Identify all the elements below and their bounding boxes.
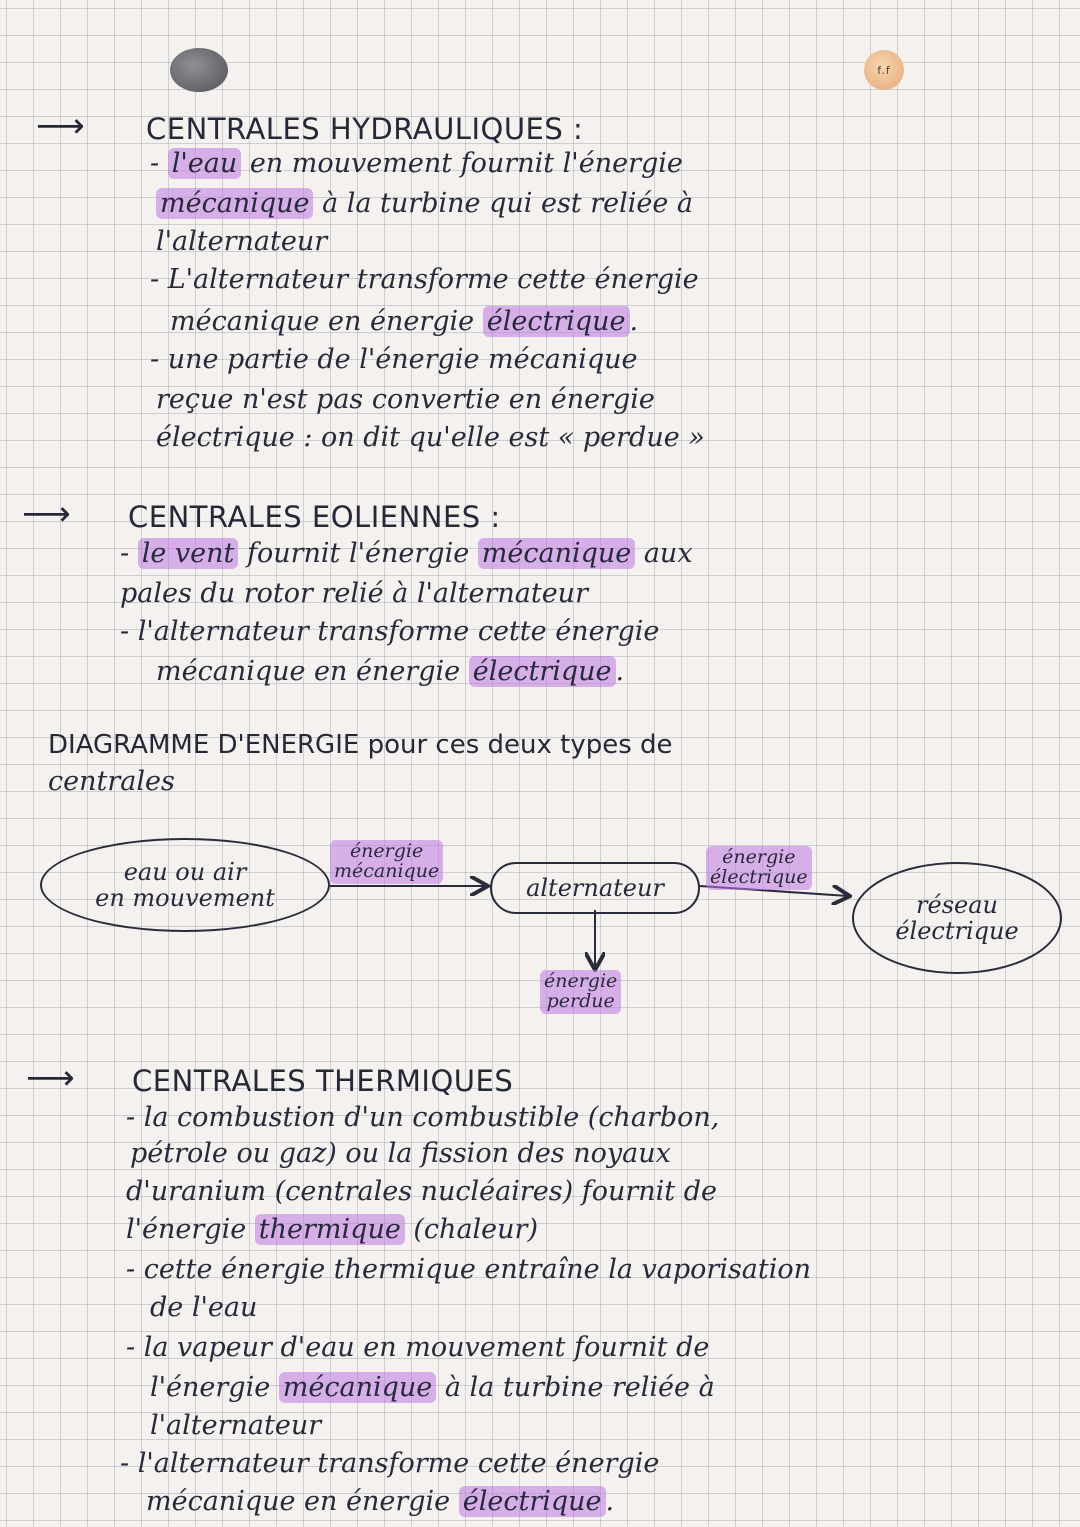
- thermal-line-10: - l'alternateur transforme cette énergie: [120, 1448, 660, 1479]
- hydro-line-5: mécanique en énergie électrique .: [170, 306, 639, 337]
- hydro-line-6: - une partie de l'énergie mécanique: [150, 344, 638, 375]
- diagram-title-2: centrales: [48, 766, 175, 797]
- node-alternator: alternateur: [490, 862, 700, 914]
- hydro-line-7: reçue n'est pas convertie en énergie: [156, 384, 655, 415]
- highlight: le vent: [138, 538, 239, 569]
- highlight: l'eau: [168, 148, 242, 179]
- thermal-line-6: de l'eau: [150, 1292, 258, 1323]
- thermal-line-9: l'alternateur: [150, 1410, 322, 1441]
- thermal-line-11: mécanique en énergie électrique .: [146, 1486, 615, 1517]
- thermal-line-2: pétrole ou gaz) ou la fission des noyaux: [130, 1138, 671, 1169]
- hydro-line-3: l'alternateur: [156, 226, 328, 257]
- thermal-line-3: d'uranium (centrales nucléaires) fournit de: [126, 1176, 717, 1207]
- highlight: mécanique: [478, 538, 635, 569]
- thermal-line-5: - cette énergie thermique entraîne la vaporisation: [126, 1254, 812, 1285]
- hydro-line-1: - l'eau en mouvement fournit l'énergie: [150, 148, 683, 179]
- thermal-line-7: - la vapeur d'eau en mouvement fournit de: [126, 1332, 710, 1363]
- thermal-line-8: l'énergie mécanique à la turbine reliée à: [150, 1372, 715, 1403]
- heading-wind: CENTRALES EOLIENNES :: [128, 500, 501, 534]
- node-source: eau ou air en mouvement: [40, 838, 330, 932]
- diagram-title: DIAGRAMME D'ENERGIE pour ces deux types de: [48, 730, 673, 760]
- hydro-line-2: mécanique à la turbine qui est reliée à: [156, 190, 693, 217]
- hydro-line-4: - L'alternateur transforme cette énergie: [150, 264, 699, 295]
- punch-hole: [170, 48, 228, 92]
- highlight: thermique: [255, 1214, 405, 1245]
- bullet-arrow-icon: ⟶: [22, 494, 71, 534]
- highlight: électrique: [459, 1486, 606, 1517]
- wind-line-2: pales du rotor relié à l'alternateur: [120, 578, 588, 609]
- highlight: mécanique: [156, 188, 313, 219]
- hydro-line-8: électrique : on dit qu'elle est « perdue »: [156, 422, 705, 453]
- sticker-text: f.f: [877, 63, 891, 77]
- thermal-line-4: l'énergie thermique (chaleur): [126, 1214, 538, 1245]
- wind-line-1: - le vent fournit l'énergie mécanique aux: [120, 538, 693, 569]
- sticker: [864, 50, 904, 90]
- label-lost-energy: énergie perdue: [540, 970, 621, 1014]
- wind-line-4: mécanique en énergie électrique .: [156, 656, 625, 687]
- bullet-arrow-icon: ⟶: [26, 1058, 75, 1098]
- thermal-line-1: - la combustion d'un combustible (charbon,: [126, 1102, 720, 1133]
- heading-thermal: CENTRALES THERMIQUES: [132, 1064, 514, 1098]
- wind-line-3: - l'alternateur transforme cette énergie: [120, 616, 660, 647]
- node-grid: réseau électrique: [852, 862, 1062, 974]
- bullet-arrow-icon: ⟶: [36, 106, 85, 146]
- highlight: électrique: [483, 306, 630, 337]
- label-mechanical-energy: énergie mécanique: [330, 840, 443, 884]
- highlight: mécanique: [279, 1372, 436, 1403]
- highlight: électrique: [469, 656, 616, 687]
- heading-hydraulic: CENTRALES HYDRAULIQUES :: [146, 112, 584, 146]
- label-electrical-energy: énergie électrique: [706, 846, 812, 890]
